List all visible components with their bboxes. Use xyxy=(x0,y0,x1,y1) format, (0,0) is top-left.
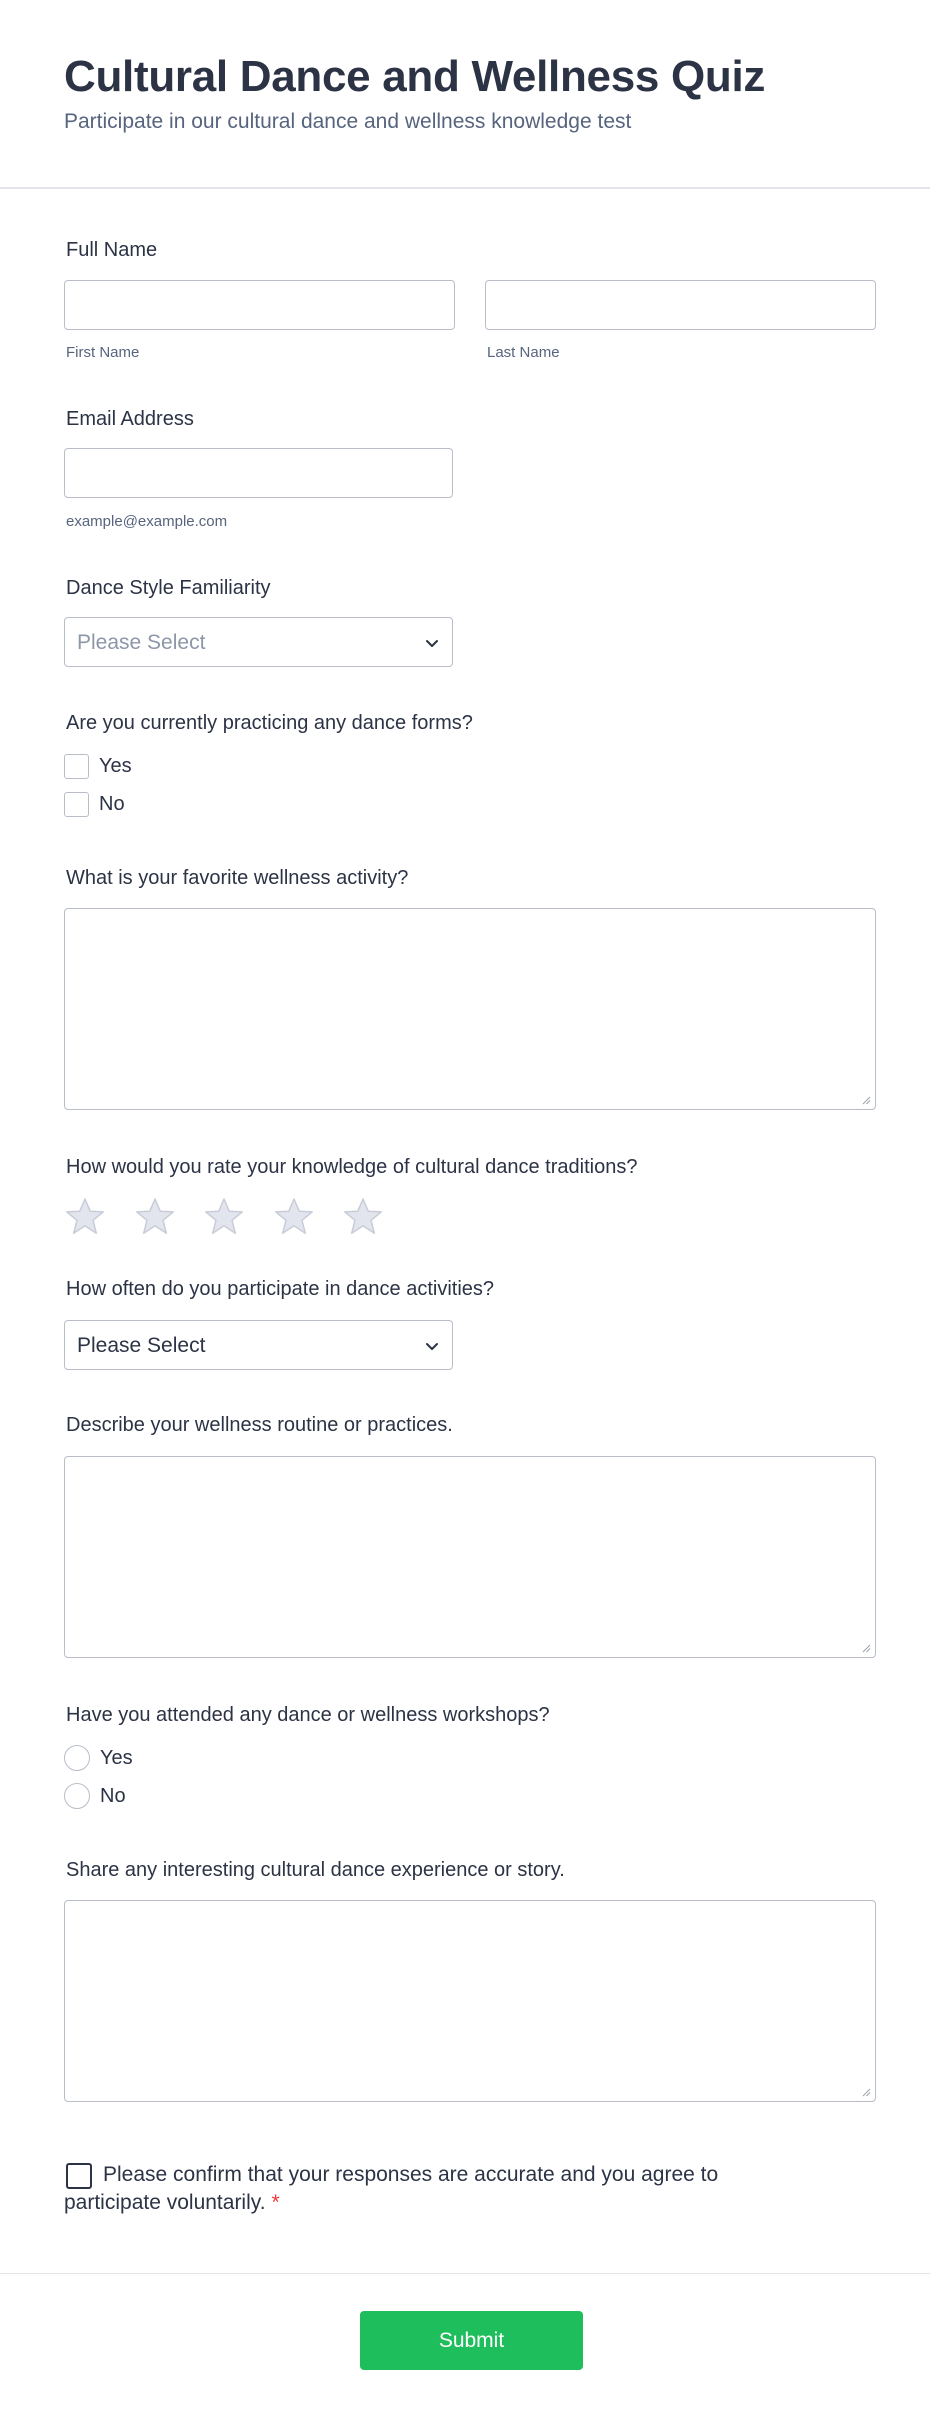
required-asterisk: * xyxy=(271,2191,280,2214)
resize-handle-icon[interactable] xyxy=(861,1095,871,1105)
resize-handle-icon[interactable] xyxy=(861,1643,871,1653)
option-label: No xyxy=(100,1784,126,1807)
full-name-label: Full Name xyxy=(66,239,158,261)
star-4-icon[interactable] xyxy=(273,1196,315,1238)
confirm-text: participate voluntarily. xyxy=(64,2191,266,2214)
form-subtitle: Participate in our cultural dance and wellness knowledge test xyxy=(64,110,632,133)
radio-button[interactable] xyxy=(64,1745,90,1771)
practicing-option-yes[interactable] xyxy=(64,753,132,779)
last-name-input[interactable] xyxy=(485,280,876,330)
practicing-option-no[interactable] xyxy=(64,791,125,817)
confirm-checkbox[interactable] xyxy=(66,2163,92,2189)
workshops-option-no[interactable] xyxy=(64,1783,126,1809)
email-label: Email Address xyxy=(66,408,194,430)
rating-label: How would you rate your knowledge of cultural dance traditions? xyxy=(66,1156,638,1178)
routine-label: Describe your wellness routine or practices. xyxy=(66,1414,453,1436)
confirm-text-line1: Please confirm that your responses are accurate and you agree to xyxy=(103,2163,719,2186)
email-sublabel: example@example.com xyxy=(66,513,228,530)
form-header xyxy=(0,0,930,189)
star-2-icon[interactable] xyxy=(134,1196,176,1238)
chevron-down-icon xyxy=(424,1338,440,1354)
checkbox[interactable] xyxy=(64,792,89,817)
option-label: Yes xyxy=(99,754,132,777)
email-input[interactable] xyxy=(64,448,453,498)
first-name-input[interactable] xyxy=(64,280,455,330)
checkbox[interactable] xyxy=(64,754,89,779)
dance-style-select[interactable] xyxy=(64,617,453,667)
radio-button[interactable] xyxy=(64,1783,90,1809)
option-label: Yes xyxy=(100,1746,133,1769)
dance-style-label: Dance Style Familiarity xyxy=(66,577,271,599)
dance-style-selected: Please Select xyxy=(77,631,206,654)
workshops-label: Have you attended any dance or wellness workshops? xyxy=(66,1704,550,1726)
wellness-activity-textarea[interactable] xyxy=(64,908,876,1110)
workshops-option-yes[interactable] xyxy=(64,1745,133,1771)
form-title: Cultural Dance and Wellness Quiz xyxy=(64,52,766,101)
star-5-icon[interactable] xyxy=(342,1196,384,1238)
star-rating[interactable] xyxy=(64,1196,412,1238)
last-name-sublabel: Last Name xyxy=(487,344,560,361)
resize-handle-icon[interactable] xyxy=(861,2087,871,2097)
option-label: No xyxy=(99,792,125,815)
star-3-icon[interactable] xyxy=(203,1196,245,1238)
story-textarea[interactable] xyxy=(64,1900,876,2102)
practicing-label: Are you currently practicing any dance forms? xyxy=(66,712,473,734)
chevron-down-icon xyxy=(424,635,440,651)
wellness-activity-label: What is your favorite wellness activity? xyxy=(66,867,409,889)
routine-textarea[interactable] xyxy=(64,1456,876,1658)
star-1-icon[interactable] xyxy=(64,1196,106,1238)
frequency-select[interactable] xyxy=(64,1320,453,1370)
submit-button[interactable]: Submit xyxy=(360,2311,583,2370)
confirm-text-line2 xyxy=(64,2191,280,2215)
frequency-label: How often do you participate in dance activities? xyxy=(66,1278,495,1300)
footer-divider xyxy=(0,2273,930,2274)
frequency-selected: Please Select xyxy=(77,1334,206,1357)
story-label: Share any interesting cultural dance experience or story. xyxy=(66,1859,565,1881)
first-name-sublabel: First Name xyxy=(66,344,140,361)
